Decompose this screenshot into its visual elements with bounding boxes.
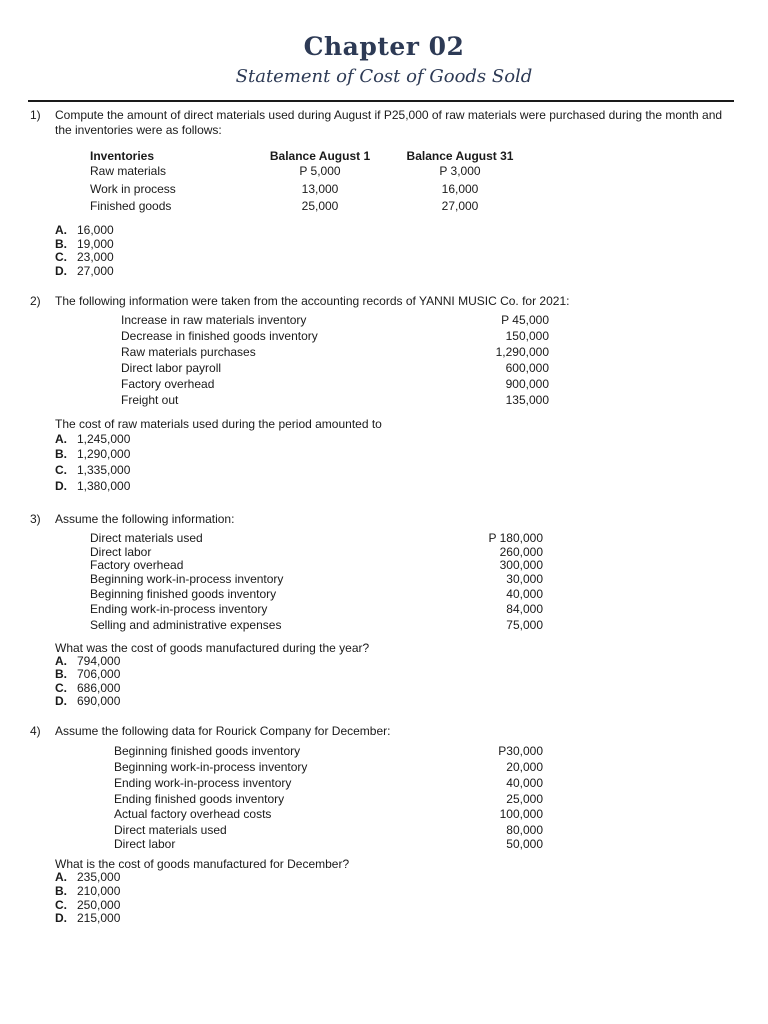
answer-option: C. 1,335,000 xyxy=(55,463,131,477)
row-label: Ending work-in-process inventory xyxy=(90,602,268,616)
row-value: P 180,000 xyxy=(488,531,543,545)
row-label: Direct labor xyxy=(114,837,176,851)
row-value: 260,000 xyxy=(499,545,543,559)
row-value: 50,000 xyxy=(506,837,543,851)
answer-option: C. 250,000 xyxy=(55,898,121,912)
row-label: Beginning work-in-process inventory xyxy=(90,572,284,586)
column-header: Balance August 31 xyxy=(406,149,514,163)
page-title: Chapter 02 xyxy=(303,32,465,61)
row-label: Actual factory overhead costs xyxy=(114,807,272,821)
row-label: Direct labor payroll xyxy=(121,361,222,375)
table-row xyxy=(121,329,549,344)
table-row xyxy=(90,587,543,602)
table-row xyxy=(90,164,550,179)
question-number: 4) xyxy=(30,724,41,738)
row-value: P 45,000 xyxy=(501,313,549,327)
question-number: 2) xyxy=(30,294,41,308)
row-label: Work in process xyxy=(90,182,176,196)
table-row xyxy=(114,744,543,759)
table-row xyxy=(114,807,543,822)
cell-value: 27,000 xyxy=(441,199,479,213)
table-row xyxy=(121,345,549,360)
row-label: Freight out xyxy=(121,393,179,407)
row-value: 84,000 xyxy=(506,602,543,616)
table-row xyxy=(90,618,543,633)
column-header: Balance August 1 xyxy=(269,149,371,163)
row-value: 300,000 xyxy=(499,558,543,572)
row-value: P30,000 xyxy=(498,744,543,758)
question-prompt: What was the cost of goods manufactured during the year? xyxy=(55,641,370,655)
question-prompt: The cost of raw materials used during the period amounted to xyxy=(55,417,382,431)
row-value: 150,000 xyxy=(505,329,549,343)
row-value: 40,000 xyxy=(506,776,543,790)
row-label: Raw materials xyxy=(90,164,167,178)
answer-option: C. 686,000 xyxy=(55,681,121,695)
question-text: The following information were taken from the accounting records of YANNI MUSIC Co. for 2021: xyxy=(55,294,570,308)
table-row xyxy=(114,792,543,807)
row-value: 30,000 xyxy=(506,572,543,586)
table-row xyxy=(114,837,543,852)
column-header: Inventories xyxy=(90,149,155,163)
question-prompt: What is the cost of goods manufactured for December? xyxy=(55,857,350,871)
table-row xyxy=(114,776,543,791)
question-number: 1) xyxy=(30,108,41,122)
answer-option: B. 1,290,000 xyxy=(55,447,131,461)
row-value: 20,000 xyxy=(506,760,543,774)
answer-option: A. 1,245,000 xyxy=(55,432,131,446)
row-value: 40,000 xyxy=(506,587,543,601)
table-row xyxy=(121,377,549,392)
answer-option: A. 16,000 xyxy=(55,223,114,237)
row-label: Decrease in finished goods inventory xyxy=(121,329,318,343)
question-text: Assume the following information: xyxy=(55,512,235,526)
table-row xyxy=(121,313,549,328)
cell-value: 25,000 xyxy=(301,199,339,213)
row-value: 900,000 xyxy=(505,377,549,391)
answer-option: A. 235,000 xyxy=(55,870,121,884)
row-label: Direct labor xyxy=(90,545,152,559)
row-label: Raw materials purchases xyxy=(121,345,256,359)
question-2 xyxy=(30,294,736,499)
row-label: Ending work-in-process inventory xyxy=(114,776,292,790)
table-header-row xyxy=(90,149,550,164)
table-row xyxy=(90,182,550,197)
answer-option: B. 19,000 xyxy=(55,237,114,251)
row-label: Increase in raw materials inventory xyxy=(121,313,307,327)
table-row xyxy=(121,361,549,376)
row-value: 100,000 xyxy=(499,807,543,821)
row-value: 25,000 xyxy=(506,792,543,806)
cell-value: P 3,000 xyxy=(439,164,481,178)
answer-option: D. 690,000 xyxy=(55,694,121,708)
answer-option: B. 706,000 xyxy=(55,667,121,681)
cell-value: 13,000 xyxy=(301,182,339,196)
answer-option: D. 27,000 xyxy=(55,264,114,278)
question-4 xyxy=(30,724,736,929)
row-value: 80,000 xyxy=(506,823,543,837)
row-label: Selling and administrative expenses xyxy=(90,618,282,632)
table-row xyxy=(90,199,550,214)
row-value: 75,000 xyxy=(506,618,543,632)
row-label: Ending finished goods inventory xyxy=(114,792,285,806)
row-value: 600,000 xyxy=(505,361,549,375)
table-row xyxy=(114,823,543,838)
question-number: 3) xyxy=(30,512,41,526)
row-value: 135,000 xyxy=(505,393,549,407)
question-1 xyxy=(30,108,736,278)
title-divider xyxy=(28,100,734,102)
row-label: Beginning work-in-process inventory xyxy=(114,760,308,774)
row-label: Beginning finished goods inventory xyxy=(90,587,277,601)
cell-value: P 5,000 xyxy=(299,164,341,178)
row-value: 1,290,000 xyxy=(495,345,549,359)
row-label: Finished goods xyxy=(90,199,172,213)
table-row xyxy=(114,760,543,775)
question-text: Assume the following data for Rourick Company for December: xyxy=(55,724,391,738)
page-subtitle: Statement of Cost of Goods Sold xyxy=(235,66,533,87)
question-3 xyxy=(30,512,736,710)
table-row xyxy=(121,393,549,408)
answer-option: D. 215,000 xyxy=(55,911,121,925)
table-row xyxy=(90,558,543,573)
question-text: Compute the amount of direct materials used during August if P25,000 of raw materials were purchased during the month and the inventories were as follows: xyxy=(55,108,723,137)
cell-value: 16,000 xyxy=(441,182,479,196)
row-label: Direct materials used xyxy=(114,823,227,837)
row-label: Factory overhead xyxy=(121,377,215,391)
table-row xyxy=(90,602,543,617)
row-label: Factory overhead xyxy=(90,558,184,572)
row-label: Beginning finished goods inventory xyxy=(114,744,301,758)
answer-option: D. 1,380,000 xyxy=(55,479,131,493)
answer-option: B. 210,000 xyxy=(55,884,121,898)
answer-option: A. 794,000 xyxy=(55,654,121,668)
table-row xyxy=(90,572,543,587)
row-label: Direct materials used xyxy=(90,531,203,545)
table-row xyxy=(90,531,543,546)
answer-option: C. 23,000 xyxy=(55,250,114,264)
